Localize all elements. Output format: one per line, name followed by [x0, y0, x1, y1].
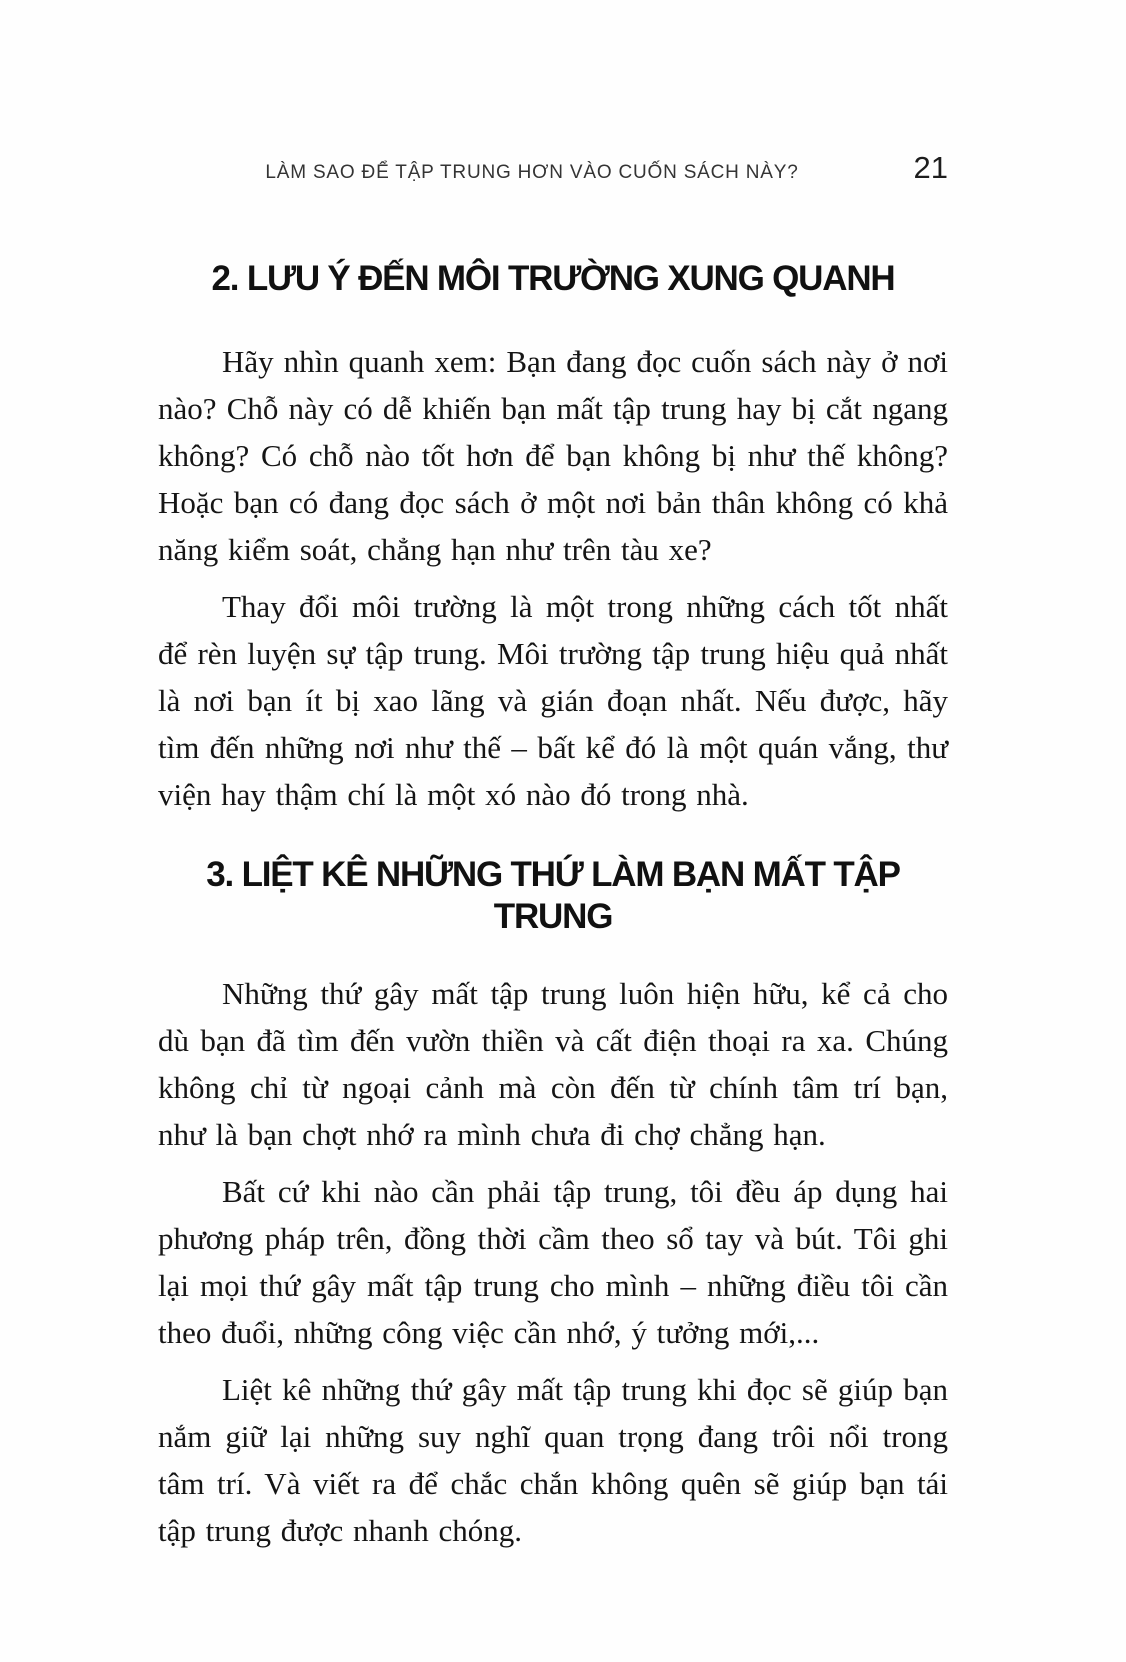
- page-body: [158, 258, 948, 1554]
- page-number: 21: [913, 150, 948, 185]
- paragraph: Bất cứ khi nào cần phải tập trung, tôi đều áp dụng hai phương pháp trên, đồng thời cầm theo sổ tay và bút. Tôi ghi lại mọi thứ gây mất tập trung cho mình – những điều tôi cần theo đuổi, những công việc cần nhớ, ý tưởng mới,...: [158, 1174, 948, 1350]
- section-heading-environment: 2. LƯU Ý ĐẾN MÔI TRƯỜNG XUNG QUANH: [211, 259, 895, 298]
- paragraph: Những thứ gây mất tập trung luôn hiện hữu, kể cả cho dù bạn đã tìm đến vườn thiền và cất điện thoại ra xa. Chúng không chỉ từ ngoại cảnh mà còn đến từ chính tâm trí bạn, như là bạn chợt nhớ ra mình chưa đi chợ chẳng hạn.: [158, 976, 948, 1152]
- page-header: [158, 150, 948, 186]
- section-heading-list-distractions: 3. LIỆT KÊ NHỮNG THỨ LÀM BẠN MẤT TẬP TRUNG: [206, 855, 900, 936]
- paragraph: Thay đổi môi trường là một trong những cách tốt nhất để rèn luyện sự tập trung. Môi trường tập trung hiệu quả nhất là nơi bạn ít bị xao lãng và gián đoạn nhất. Nếu được, hãy tìm đến những nơi như thế – bất kể đó là một quán vắng, thư viện hay thậm chí là một xó nào đó trong nhà.: [158, 589, 948, 812]
- running-title: LÀM SAO ĐỂ TẬP TRUNG HƠN VÀO CUỐN SÁCH NÀY?: [265, 162, 799, 183]
- paragraph: Hãy nhìn quanh xem: Bạn đang đọc cuốn sách này ở nơi nào? Chỗ này có dễ khiến bạn mất tập trung hay bị cắt ngang không? Có chỗ nào tốt hơn để bạn không bị như thế không? Hoặc bạn có đang đọc sách ở một nơi bản thân không có khả năng kiểm soát, chẳng hạn như trên tàu xe?: [158, 344, 948, 567]
- paragraph: Liệt kê những thứ gây mất tập trung khi đọc sẽ giúp bạn nắm giữ lại những suy nghĩ quan trọng đang trôi nổi trong tâm trí. Và viết ra để chắc chắn không quên sẽ giúp bạn tái tập trung được nhanh chóng.: [158, 1372, 948, 1548]
